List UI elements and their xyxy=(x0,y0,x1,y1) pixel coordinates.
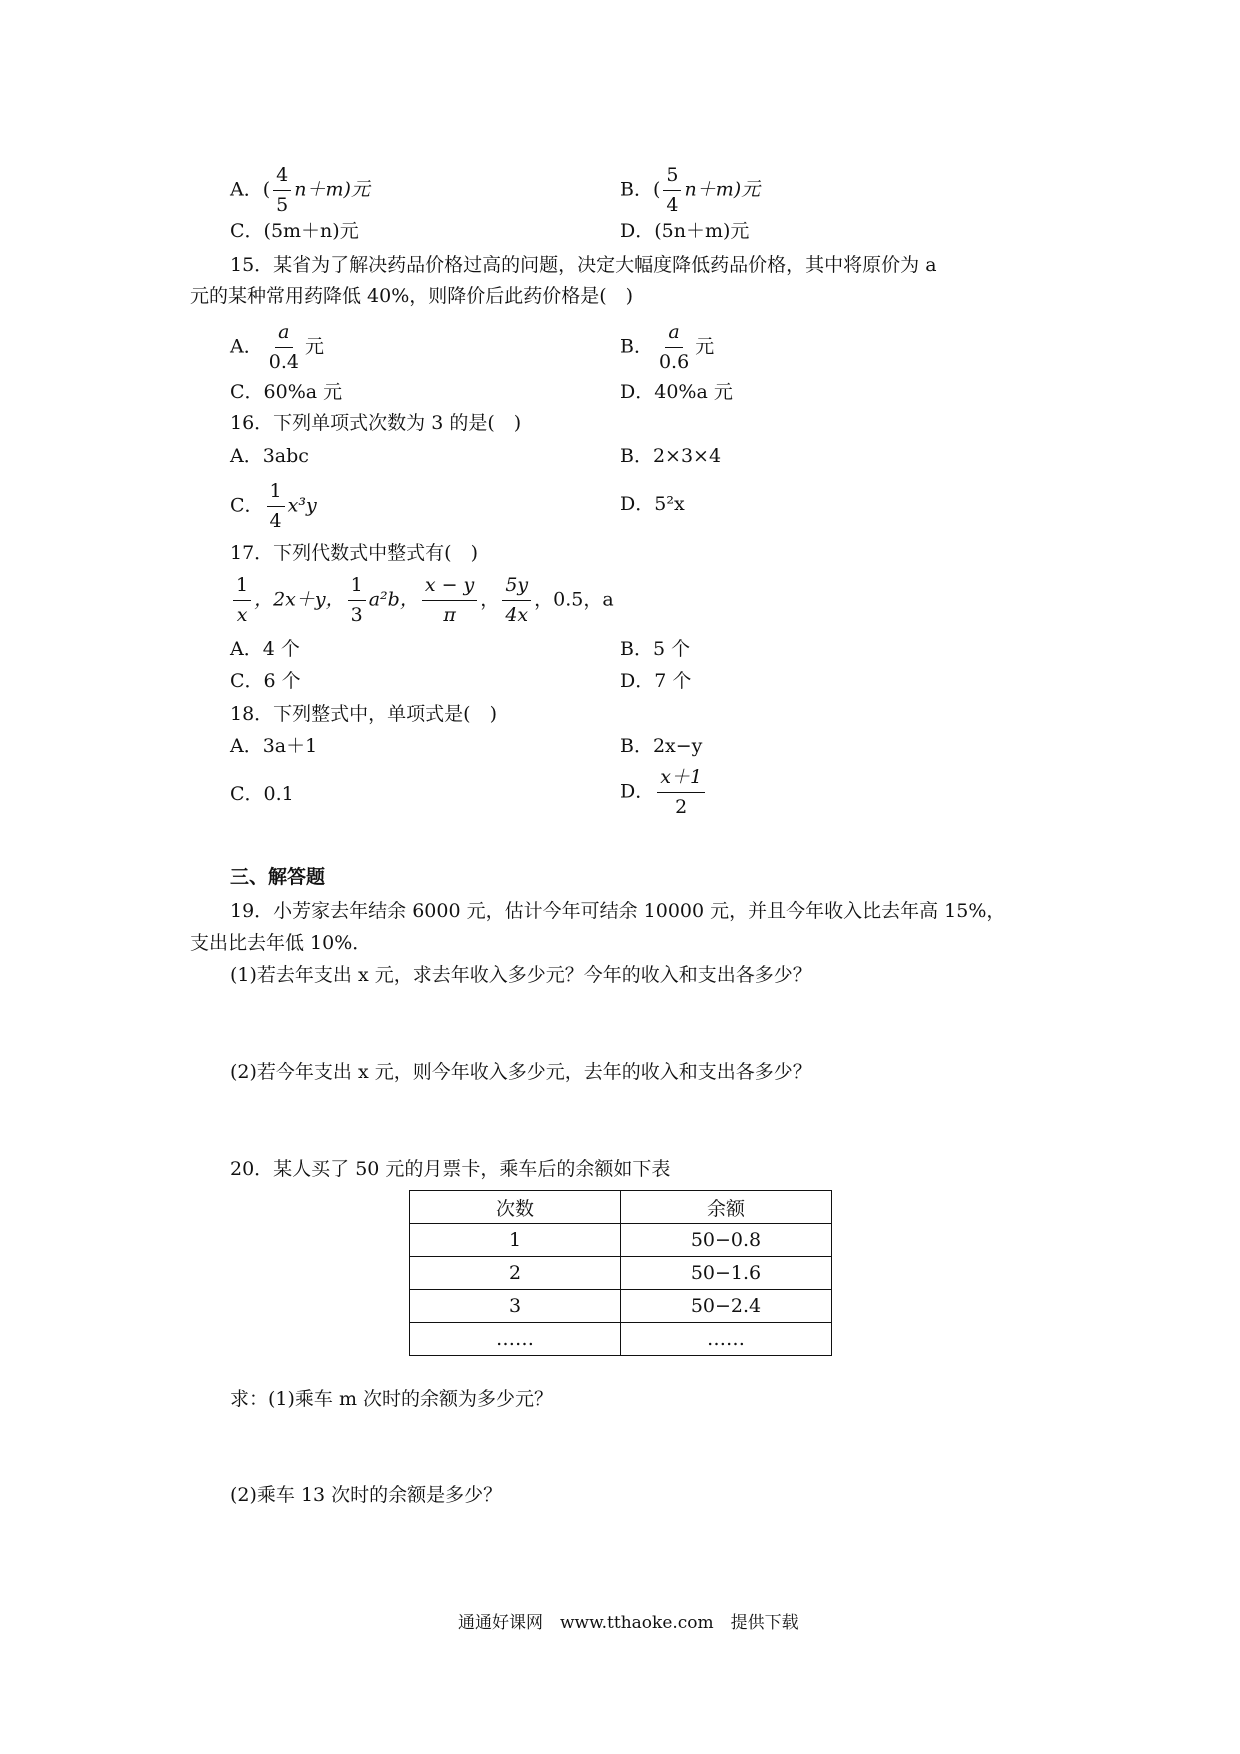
table-cell: 1 xyxy=(410,1224,621,1257)
q18-option-c: C．0.1 xyxy=(230,783,294,805)
q17-option-a: A．4 个 xyxy=(230,638,300,660)
q14-option-b: B．( $\frac{5}{4}$ n＋m)元 xyxy=(620,164,761,216)
q16-stem: 16．下列单项式次数为 3 的是( ) xyxy=(230,412,522,434)
q19-stem-line2: 支出比去年低 10%． xyxy=(190,932,372,954)
q15-stem-line1: 15．某省为了解决药品价格过高的问题，决定大幅度降低药品价格，其中将原价为 a xyxy=(230,254,937,276)
table-row xyxy=(410,1224,832,1257)
q19-stem-line1: 19．小芳家去年结余 6000 元，估计今年可结余 10000 元，并且今年收入比去年高 15%， xyxy=(230,900,1006,922)
q19-part2: (2)若今年支出 x 元，则今年收入多少元，去年的收入和支出各多少？ xyxy=(230,1061,812,1083)
q15-option-c: C．60%a 元 xyxy=(230,381,343,403)
page-footer: 通通好课网 www.tthaoke.com 提供下载 xyxy=(458,1613,799,1633)
q14-option-d: D．(5n＋m)元 xyxy=(620,220,750,242)
table-header-row xyxy=(410,1191,832,1224)
q17-stem: 17．下列代数式中整式有( ) xyxy=(230,542,479,564)
section-title: 三、解答题 xyxy=(230,866,326,888)
q15-option-a: A． $\frac{a}{0.4}$ 元 xyxy=(230,321,324,373)
q17-option-b: B．5 个 xyxy=(620,638,691,660)
q17-expressions: $\frac{1}{x}$ ，2x＋y， $\frac{1}{3}$ a²b， $\frac{x - y}{\pi}$ ， $\frac{5y}{4x}$ ，0.5，a xyxy=(230,574,614,627)
table-row xyxy=(410,1290,832,1323)
q14-option-a: A．( $\frac{4}{5}$ n＋m)元 xyxy=(230,164,370,216)
q17-option-d: D．7 个 xyxy=(620,670,692,692)
table-cell: 2 xyxy=(410,1257,621,1290)
q18-option-d: D． $\frac{x+1}{2}$ xyxy=(620,766,708,819)
table-row xyxy=(410,1323,832,1356)
q14-option-c: C．(5m＋n)元 xyxy=(230,220,359,242)
table-cell: …… xyxy=(410,1323,621,1356)
q15-option-d: D．40%a 元 xyxy=(620,381,733,403)
q18-stem: 18．下列整式中，单项式是( ) xyxy=(230,703,498,725)
table-cell: 3 xyxy=(410,1290,621,1323)
q18-option-a: A．3a＋1 xyxy=(230,735,318,757)
table-cell: 50−1.6 xyxy=(621,1257,832,1290)
table-header-cell: 余额 xyxy=(621,1191,832,1224)
table-cell: 50−0.8 xyxy=(621,1224,832,1257)
table-row xyxy=(410,1257,832,1290)
table-cell: 50−2.4 xyxy=(621,1290,832,1323)
q15-option-b: B． $\frac{a}{0.6}$ 元 xyxy=(620,321,715,373)
q16-option-b: B．2×3×4 xyxy=(620,445,722,467)
q16-option-c: C． $\frac{1}{4}$ x³y xyxy=(230,480,317,532)
q20-part2: (2)乘车 13 次时的余额是多少？ xyxy=(230,1484,503,1506)
q16-option-d: D．5²x xyxy=(620,493,685,515)
q18-option-b: B．2x−y xyxy=(620,735,703,757)
table-header-cell: 次数 xyxy=(410,1191,621,1224)
q15-stem-line2: 元的某种常用药降低 40%，则降价后此药价格是( ) xyxy=(190,285,634,307)
q17-option-c: C．6 个 xyxy=(230,670,301,692)
q16-option-a: A．3abc xyxy=(230,445,309,467)
balance-table xyxy=(409,1190,832,1356)
q19-part1: (1)若去年支出 x 元，求去年收入多少元？今年的收入和支出各多少？ xyxy=(230,964,812,986)
q20-stem: 20．某人买了 50 元的月票卡，乘车后的余额如下表 xyxy=(230,1158,671,1180)
table-cell: …… xyxy=(621,1323,832,1356)
q20-part1: 求：(1)乘车 m 次时的余额为多少元？ xyxy=(230,1388,554,1410)
